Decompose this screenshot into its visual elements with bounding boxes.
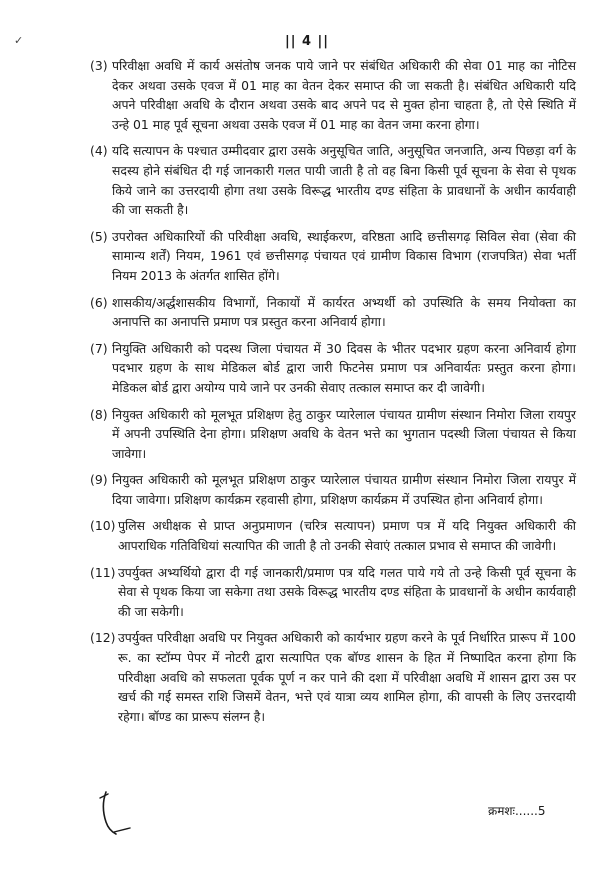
item-text: उपर्युक्त परिवीक्षा अवधि पर नियुक्त अधिकारी को कार्यभार ग्रहण करने के पूर्व निर्धारित प्रारूप में 100 रू. का स्टॉम्प पेपर में नोटरी द्वारा सत्यापित एक बॉण्ड शासन के हित में निष्पादित करना होगा कि परिवीक्षा अवधि को सफलता पूर्वक पूर्ण न कर पाने की दशा में परिवीक्षा अवधि में शासन द्वारा उस पर खर्च की गई समस्त राशि जिसमें वेतन, भत्ते एवं यात्रा व्यय शामिल होगा, की वापसी के लिए उत्तरदायी रहेगा। बॉण्ड का प्रारूप संलग्न है। — [118, 630, 576, 724]
item-number: (10) — [90, 518, 116, 534]
list-item — [90, 470, 576, 509]
item-number: (8) — [90, 406, 108, 422]
item-text: पुलिस अधीक्षक से प्राप्त अनुप्रमाणन (चरित्र सत्यापन) प्रमाण पत्र में यदि नियुक्त अधिकारी की आपराधिक गतिविधियां सत्यापित की जाती है तो उनकी सेवाएं तत्काल प्रभाव से समाप्त की जावेगी। — [118, 518, 576, 554]
item-number: (7) — [90, 340, 108, 356]
list-item — [90, 227, 576, 286]
item-number: (9) — [90, 472, 108, 488]
stray-tick-mark: ✓ — [14, 34, 24, 47]
page-number: || 4 || — [284, 34, 330, 49]
continuation-note: क्रमशः......5 — [488, 804, 546, 818]
item-text: नियुक्ति अधिकारी को पदस्थ जिला पंचायत में 30 दिवस के भीतर पदभार ग्रहण करना अनिवार्य होगा पदभार ग्रहण के साथ मेडिकल बोर्ड द्वारा जारी फिटनेस प्रमाण पत्र अनिवार्यतः प्रस्तुत करना होगा। मेडिकल बोर्ड द्वारा अयोग्य पाये जाने पर उनकी सेवाए तत्काल समाप्त कर दी जावेगी। — [112, 340, 576, 395]
conditions-list — [90, 56, 576, 733]
item-number: (3) — [90, 58, 108, 73]
list-item — [90, 339, 576, 398]
list-item — [90, 563, 576, 622]
list-item — [90, 141, 576, 219]
item-text: उपर्युक्त अभ्यर्थियो द्वारा दी गई जानकारी/प्रमाण पत्र यदि गलत पाये गये तो उन्हे किसी पूर्व सूचना के सेवा से पृथक किया जा सकेगा तथा उसके विरूद्ध भारतीय दण्ड संहिता के प्रावधानों के अधीन कार्यवाही की जा सकेगी। — [118, 564, 576, 619]
item-number: (11) — [90, 564, 116, 580]
item-text: नियुक्त अधिकारी को मूलभूत प्रशिक्षण ठाकुर प्यारेलाल पंचायत ग्रामीण संस्थान निमोरा जिला रायपुर में दिया जावेगा। प्रशिक्षण कार्यक्रम रहवासी होगा, प्रशिक्षण कार्यक्रम में उपस्थित होना अनिवार्य होगा। — [112, 472, 576, 507]
list-item — [90, 56, 576, 134]
item-text: यदि सत्यापन के पश्चात उम्मीदवार द्वारा उसके अनुसूचित जाति, अनुसूचित जनजाति, अन्य पिछड़ा वर्ग के सदस्य होने संबंधित दी गई जानकारी गलत पायी जाती है तो वह बिना किसी पूर्व सूचना के सेवा से पृथक किये जाने का उत्तरदायी होगा तथा उसके विरूद्ध भारतीय दण्ड संहिता के प्रावधानों के अधीन कार्यवाही की जा सकती है। — [112, 143, 576, 218]
item-number: (12) — [90, 630, 116, 646]
item-text: परिवीक्षा अवधि में कार्य असंतोष जनक पाये जाने पर संबंधित अधिकारी की सेवा 01 माह का नोटिस देकर अथवा उसके एवज में 01 माह का वेतन देकर समाप्त की जा सकती है। संबंधित अधिकारी यदि अपने परिवीक्षा अवधि के दौरान अथवा उसके बाद अपने पद से मुक्त होना चाहता है, तो ऐसे स्थिति में उन्हे 01 माह पूर्व सूचना अथवा उसके एवज में 01 माह का वेतन जमा करना होगा। — [112, 58, 576, 132]
list-item — [90, 293, 576, 332]
item-number: (5) — [90, 228, 108, 244]
list-item — [90, 516, 576, 555]
item-number: (6) — [90, 294, 108, 310]
handwritten-signature — [94, 788, 134, 836]
list-item — [90, 628, 576, 726]
item-text: उपरोक्त अधिकारियों की परिवीक्षा अवधि, स्थाईकरण, वरिष्ठता आदि छत्तीसगढ़ सिविल सेवा (सेवा की सामान्य शर्तें) नियम, 1961 एवं छत्तीसगढ़ पंचायत एवं ग्रामीण विकास विभाग (राजपत्रित) सेवा भर्ती नियम 2013 के अंतर्गत शासित होंगे। — [112, 228, 576, 283]
item-text: शासकीय/अर्द्धशासकीय विभागों, निकायों में कार्यरत अभ्यर्थी को उपस्थिति के समय नियोक्ता का अनापत्ति का अनापत्ति प्रमाण पत्र प्रस्तुत करना अनिवार्य होगा। — [112, 294, 576, 330]
item-text: नियुक्त अधिकारी को मूलभूत प्रशिक्षण हेतु ठाकुर प्यारेलाल पंचायत ग्रामीण संस्थान निमोरा जिला रायपुर में अपनी उपस्थिति देना होगा। प्रशिक्षण अवधि के वेतन भत्ते का भुगतान पदस्थी जिला पंचायत से किया जावेगा। — [112, 406, 576, 461]
list-item — [90, 405, 576, 464]
item-number: (4) — [90, 143, 108, 159]
